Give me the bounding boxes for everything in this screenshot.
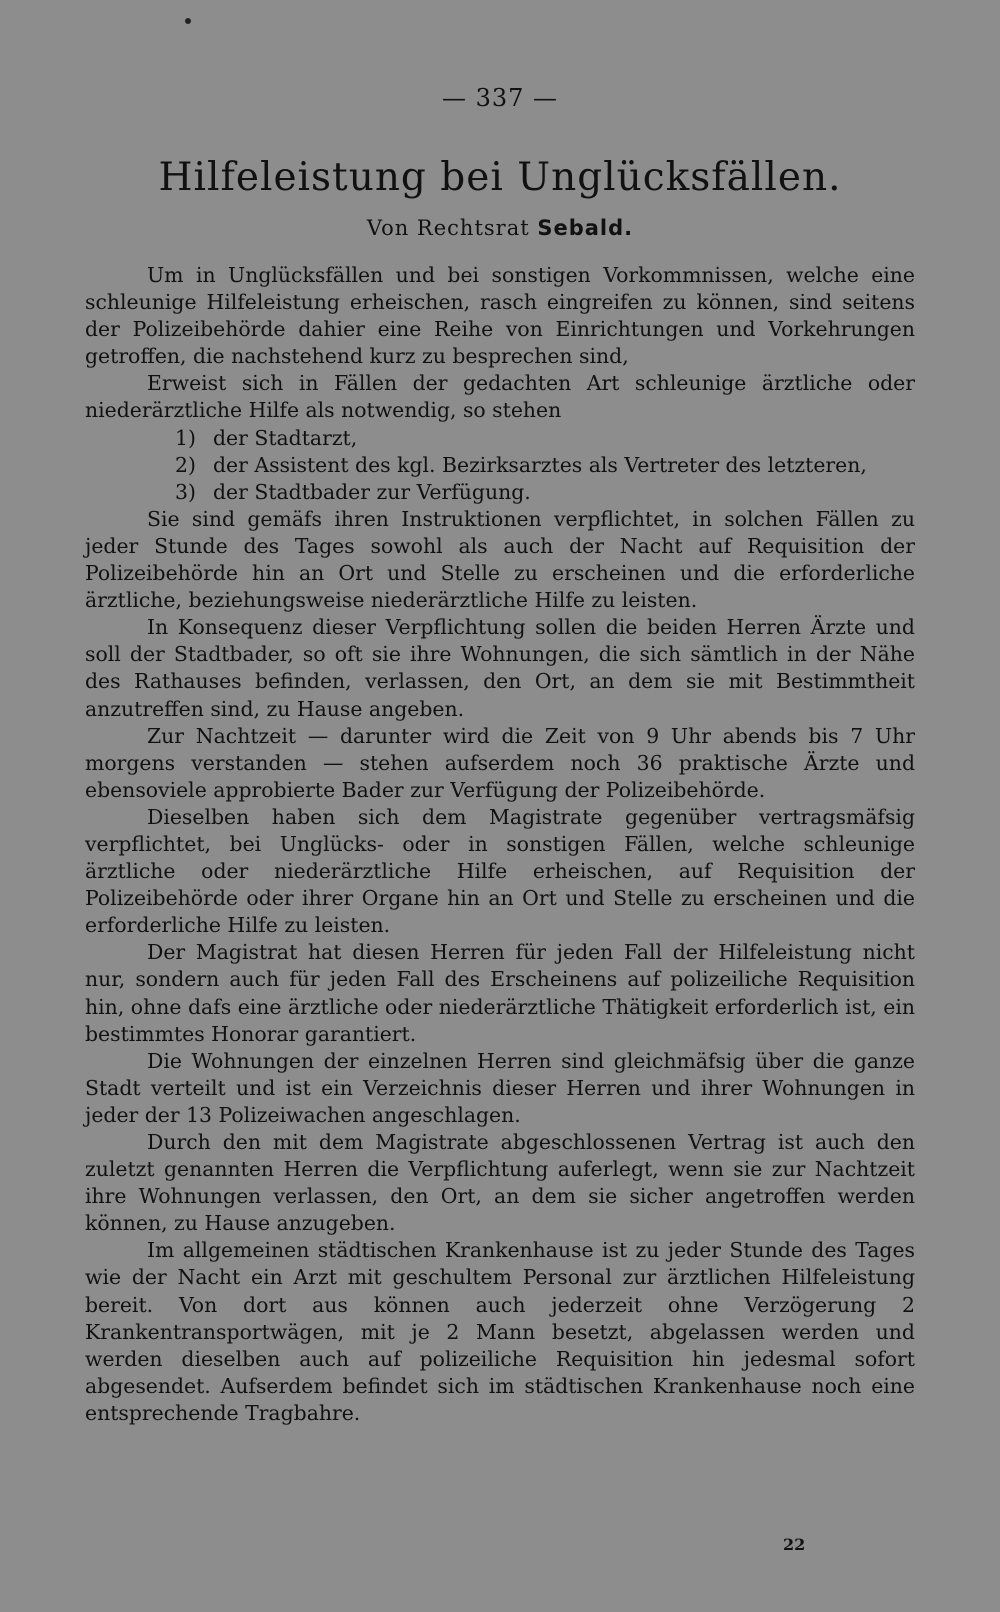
paragraph: Die Wohnungen der einzelnen Herren sind gleichmäfsig über die ganze Stadt verteilt und ist ein Verzeichnis dieser Herren und ihrer Wohnungen in jeder der 13 Polizeiwachen angeschlagen. bbox=[85, 1048, 915, 1127]
list-item-number: 1) bbox=[175, 425, 196, 450]
list-item-number: 3) bbox=[175, 479, 196, 504]
paragraph: Im allgemeinen städtischen Krankenhause ist zu jeder Stunde des Tages wie der Nacht ein Arzt mit geschultem Personal zur ärztlichen Hilfeleistung bereit. Von dort aus können auch jederzeit ohne Verzögerung 2 Krankentransportwägen, mit je 2 Mann besetzt, abgelassen werden und werden dieselben auch auf polizeiliche Requisition hin jedesmal sofort abgesendet. Aufserdem befindet sich im städtischen Krankenhause noch eine entsprechende Tragbahre. bbox=[85, 1238, 915, 1425]
byline-author: Sebald. bbox=[537, 216, 634, 240]
list-item-number: 2) bbox=[175, 452, 196, 477]
ink-speck bbox=[185, 18, 191, 24]
paragraph: Durch den mit dem Magistrate abgeschlossenen Vertrag ist auch den zuletzt genannten Herren die Verpflichtung auferlegt, wenn sie zur Nachtzeit ihre Wohnungen verlassen, den Ort, an dem sie sicher angetroffen werden können, zu Hause anzugeben. bbox=[85, 1130, 915, 1236]
article-body bbox=[85, 262, 915, 1427]
paragraph: Erweist sich in Fällen der gedachten Art schleunige ärztliche oder niederärztliche Hilfe als notwendig, so stehen bbox=[85, 371, 915, 423]
list-item bbox=[85, 452, 915, 479]
paragraph: Um in Unglücksfällen und bei sonstigen Vorkommnissen, welche eine schleunige Hilfeleistung erheischen, rasch eingreifen zu können, sind seitens der Polizeibehörde dahier eine Reihe von Einrichtungen und Vorkehrungen getroffen, die nachstehend kurz zu besprechen sind, bbox=[85, 263, 915, 369]
byline bbox=[0, 216, 1000, 240]
article-title: Hilfeleistung bei Unglücksfällen. bbox=[158, 155, 842, 200]
signature-mark: 22 bbox=[783, 1535, 806, 1554]
paragraph: Dieselben haben sich dem Magistrate gegenüber vertragsmäfsig verpflichtet, bei Unglücks- oder in sonstigen Fällen, welche schleunige ärztliche oder niederärztliche Hilfe erheischen, auf Requisition der Polizeibehörde oder ihrer Organe hin an Ort und Stelle zu erscheinen und die erforderliche Hilfe zu leisten. bbox=[85, 804, 915, 938]
list-item-text: der Assistent des kgl. Bezirksarztes als Vertreter des letzteren, bbox=[213, 452, 867, 477]
paragraph: Sie sind gemäfs ihren Instruktionen verpflichtet, in solchen Fällen zu jeder Stunde des Tages sowohl als auch der Nacht auf Requisition der Polizeibehörde hin an Ort und Stelle zu erscheinen und die erforderliche ärztliche, beziehungsweise niederärztliche Hilfe zu leisten. bbox=[85, 506, 915, 613]
numbered-list bbox=[85, 425, 915, 506]
paragraph: In Konsequenz dieser Verpflichtung sollen die beiden Herren Ärzte und soll der Stadtbader, so oft sie ihre Wohnungen, die sich sämtlich in der Nähe des Rathauses befinden, verlassen, den Ort, an dem sie mit Bestimmtheit anzutreffen sind, zu Hause angeben. bbox=[85, 615, 915, 721]
list-item bbox=[85, 425, 915, 452]
paragraph: Zur Nachtzeit — darunter wird die Zeit von 9 Uhr abends bis 7 Uhr morgens verstanden — stehen aufserdem noch 36 praktische Ärzte und ebensoviele approbierte Bader zur Verfügung der Polizeibehörde. bbox=[85, 723, 915, 802]
byline-prefix: Von Rechtsrat bbox=[366, 216, 530, 240]
page-number: — 337 — bbox=[441, 84, 559, 112]
list-item bbox=[85, 479, 915, 506]
paragraph: Der Magistrat hat diesen Herren für jeden Fall der Hilfeleistung nicht nur, sondern auch für jeden Fall des Erscheinens auf polizeiliche Requisition hin, ohne dafs eine ärztliche oder niederärztliche Thätigkeit erforderlich ist, ein bestimmtes Honorar garantiert. bbox=[85, 940, 915, 1046]
list-item-text: der Stadtarzt, bbox=[213, 425, 358, 450]
list-item-text: der Stadtbader zur Verfügung. bbox=[213, 479, 531, 504]
